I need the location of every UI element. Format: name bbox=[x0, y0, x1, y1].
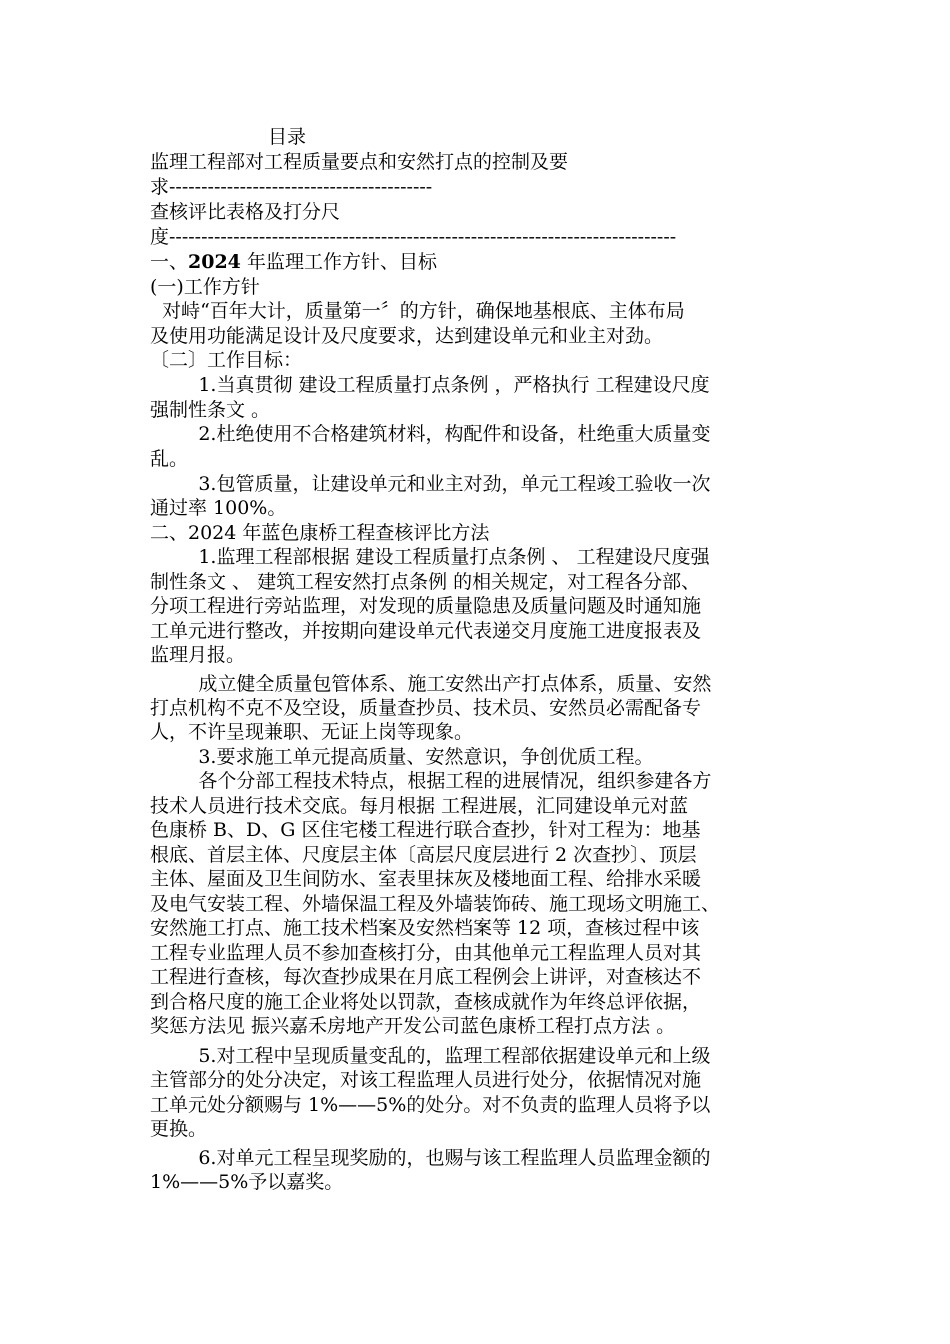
paragraph-line: 3.要求施工单元提高质量、安然意识，争创优质工程。 bbox=[150, 746, 654, 768]
paragraph-line: 1.监理工程部根据 建设工程质量打点条例 、 工程建设尺度强 bbox=[150, 546, 710, 568]
paragraph-line: 通过率 100%。 bbox=[150, 497, 287, 519]
toc-entry-2-line-2: 度------------------------------------------------------------------------------- bbox=[150, 226, 677, 248]
paragraph-line: 强制性条文 。 bbox=[150, 399, 271, 421]
paragraph-line: 主体、屋面及卫生间防水、室表里抹灰及楼地面工程、给排水采暖 bbox=[150, 868, 702, 890]
paragraph-line: 乱。 bbox=[150, 448, 189, 470]
paragraph-line: 2.杜绝使用不合格建筑材料，构配件和设备，杜绝重大质量变 bbox=[150, 423, 711, 445]
paragraph-line: 打点机构不克不及空设，质量查抄员、技术员、安然员必需配备专 bbox=[150, 697, 702, 719]
paragraph-line: 3.包管质量，让建设单元和业主对劲，单元工程竣工验收一次 bbox=[150, 473, 711, 495]
paragraph-line: 到合格尺度的施工企业将处以罚款，查核成就作为年终总评依据， bbox=[150, 991, 702, 1013]
paragraph-line: 对峙“百年大计，质量第一〞的方针，确保地基根底、主体布局 bbox=[150, 300, 685, 322]
heading-1-suffix: 年监理工作方针、目标 bbox=[240, 251, 437, 273]
heading-1-year: 2024 bbox=[188, 251, 241, 273]
toc-entry-2-line-1: 查核评比表格及打分尺 bbox=[150, 201, 341, 223]
paragraph-line: 更换。 bbox=[150, 1118, 208, 1140]
paragraph-line: 及使用功能满足设计及尺度要求，达到建设单元和业主对劲。 bbox=[150, 325, 664, 347]
paragraph-line: 6.对单元工程呈现奖励的，也赐与该工程监理人员监理金额的 bbox=[150, 1147, 711, 1169]
subheading-work-goals: 〔二〕工作目标： bbox=[150, 349, 303, 371]
paragraph-line: 制性条文 、 建筑工程安然打点条例 的相关规定，对工程各分部、 bbox=[150, 571, 701, 593]
paragraph-line: 监理月报。 bbox=[150, 644, 246, 666]
paragraph-line: 各个分部工程技术特点，根据工程的进展情况，组织参建各方 bbox=[150, 770, 712, 792]
paragraph-line: 5.对工程中呈现质量变乱的，监理工程部依据建设单元和上级 bbox=[150, 1045, 711, 1067]
heading-1-prefix: 一、 bbox=[150, 251, 189, 273]
paragraph-line: 1%——5%予以嘉奖。 bbox=[150, 1171, 344, 1193]
toc-entry-1-line-2: 求----------------------------------------- bbox=[150, 176, 433, 198]
paragraph-line: 技术人员进行技术交底。每月根据 工程进展，汇同建设单元对蓝 bbox=[150, 795, 689, 817]
heading-1 bbox=[150, 250, 437, 275]
paragraph-line: 主管部分的处分决定，对该工程监理人员进行处分，依据情况对施 bbox=[150, 1069, 702, 1091]
toc-entry-1-line-1: 监理工程部对工程质量要点和安然打点的控制及要 bbox=[150, 151, 569, 173]
heading-2: 二、2024 年蓝色康桥工程查核评比方法 bbox=[150, 522, 490, 544]
paragraph-line: 奖惩方法见 振兴嘉禾房地产开发公司蓝色康桥工程打点方法 。 bbox=[150, 1015, 676, 1037]
paragraph-line: 人，不许呈现兼职、无证上岗等现象。 bbox=[150, 721, 474, 743]
subheading-work-policy: (一)工作方针 bbox=[150, 276, 260, 298]
paragraph-line: 分项工程进行旁站监理，对发现的质量隐患及质量问题及时通知施 bbox=[150, 595, 702, 617]
toc-title: 目录 bbox=[268, 126, 307, 148]
paragraph-line: 工单元进行整改，并按期向建设单元代表递交月度施工进度报表及 bbox=[150, 620, 702, 642]
paragraph-line: 根底、首层主体、尺度层主体〔高层尺度层进行 2 次查抄〕、顶层 bbox=[150, 844, 697, 866]
paragraph-line: 色康桥 B、D、G 区住宅楼工程进行联合查抄，针对工程为：地基 bbox=[150, 819, 701, 841]
paragraph-line: 及电气安装工程、外墙保温工程及外墙装饰砖、施工现场文明施工、 bbox=[150, 893, 721, 915]
paragraph-line: 成立健全质量包管体系、施工安然出产打点体系，质量、安然 bbox=[150, 673, 712, 695]
paragraph-line: 工单元处分额赐与 1%——5%的处分。对不负责的监理人员将予以 bbox=[150, 1094, 711, 1116]
paragraph-line: 工程进行查核，每次查抄成果在月底工程例会上讲评，对查核达不 bbox=[150, 966, 702, 988]
paragraph-line: 安然施工打点、施工技术档案及安然档案等 12 项，查核过程中该 bbox=[150, 917, 700, 939]
paragraph-line: 1.当真贯彻 建设工程质量打点条例 ，严格执行 工程建设尺度 bbox=[150, 374, 710, 396]
paragraph-line: 工程专业监理人员不参加查核打分，由其他单元工程监理人员对其 bbox=[150, 942, 702, 964]
